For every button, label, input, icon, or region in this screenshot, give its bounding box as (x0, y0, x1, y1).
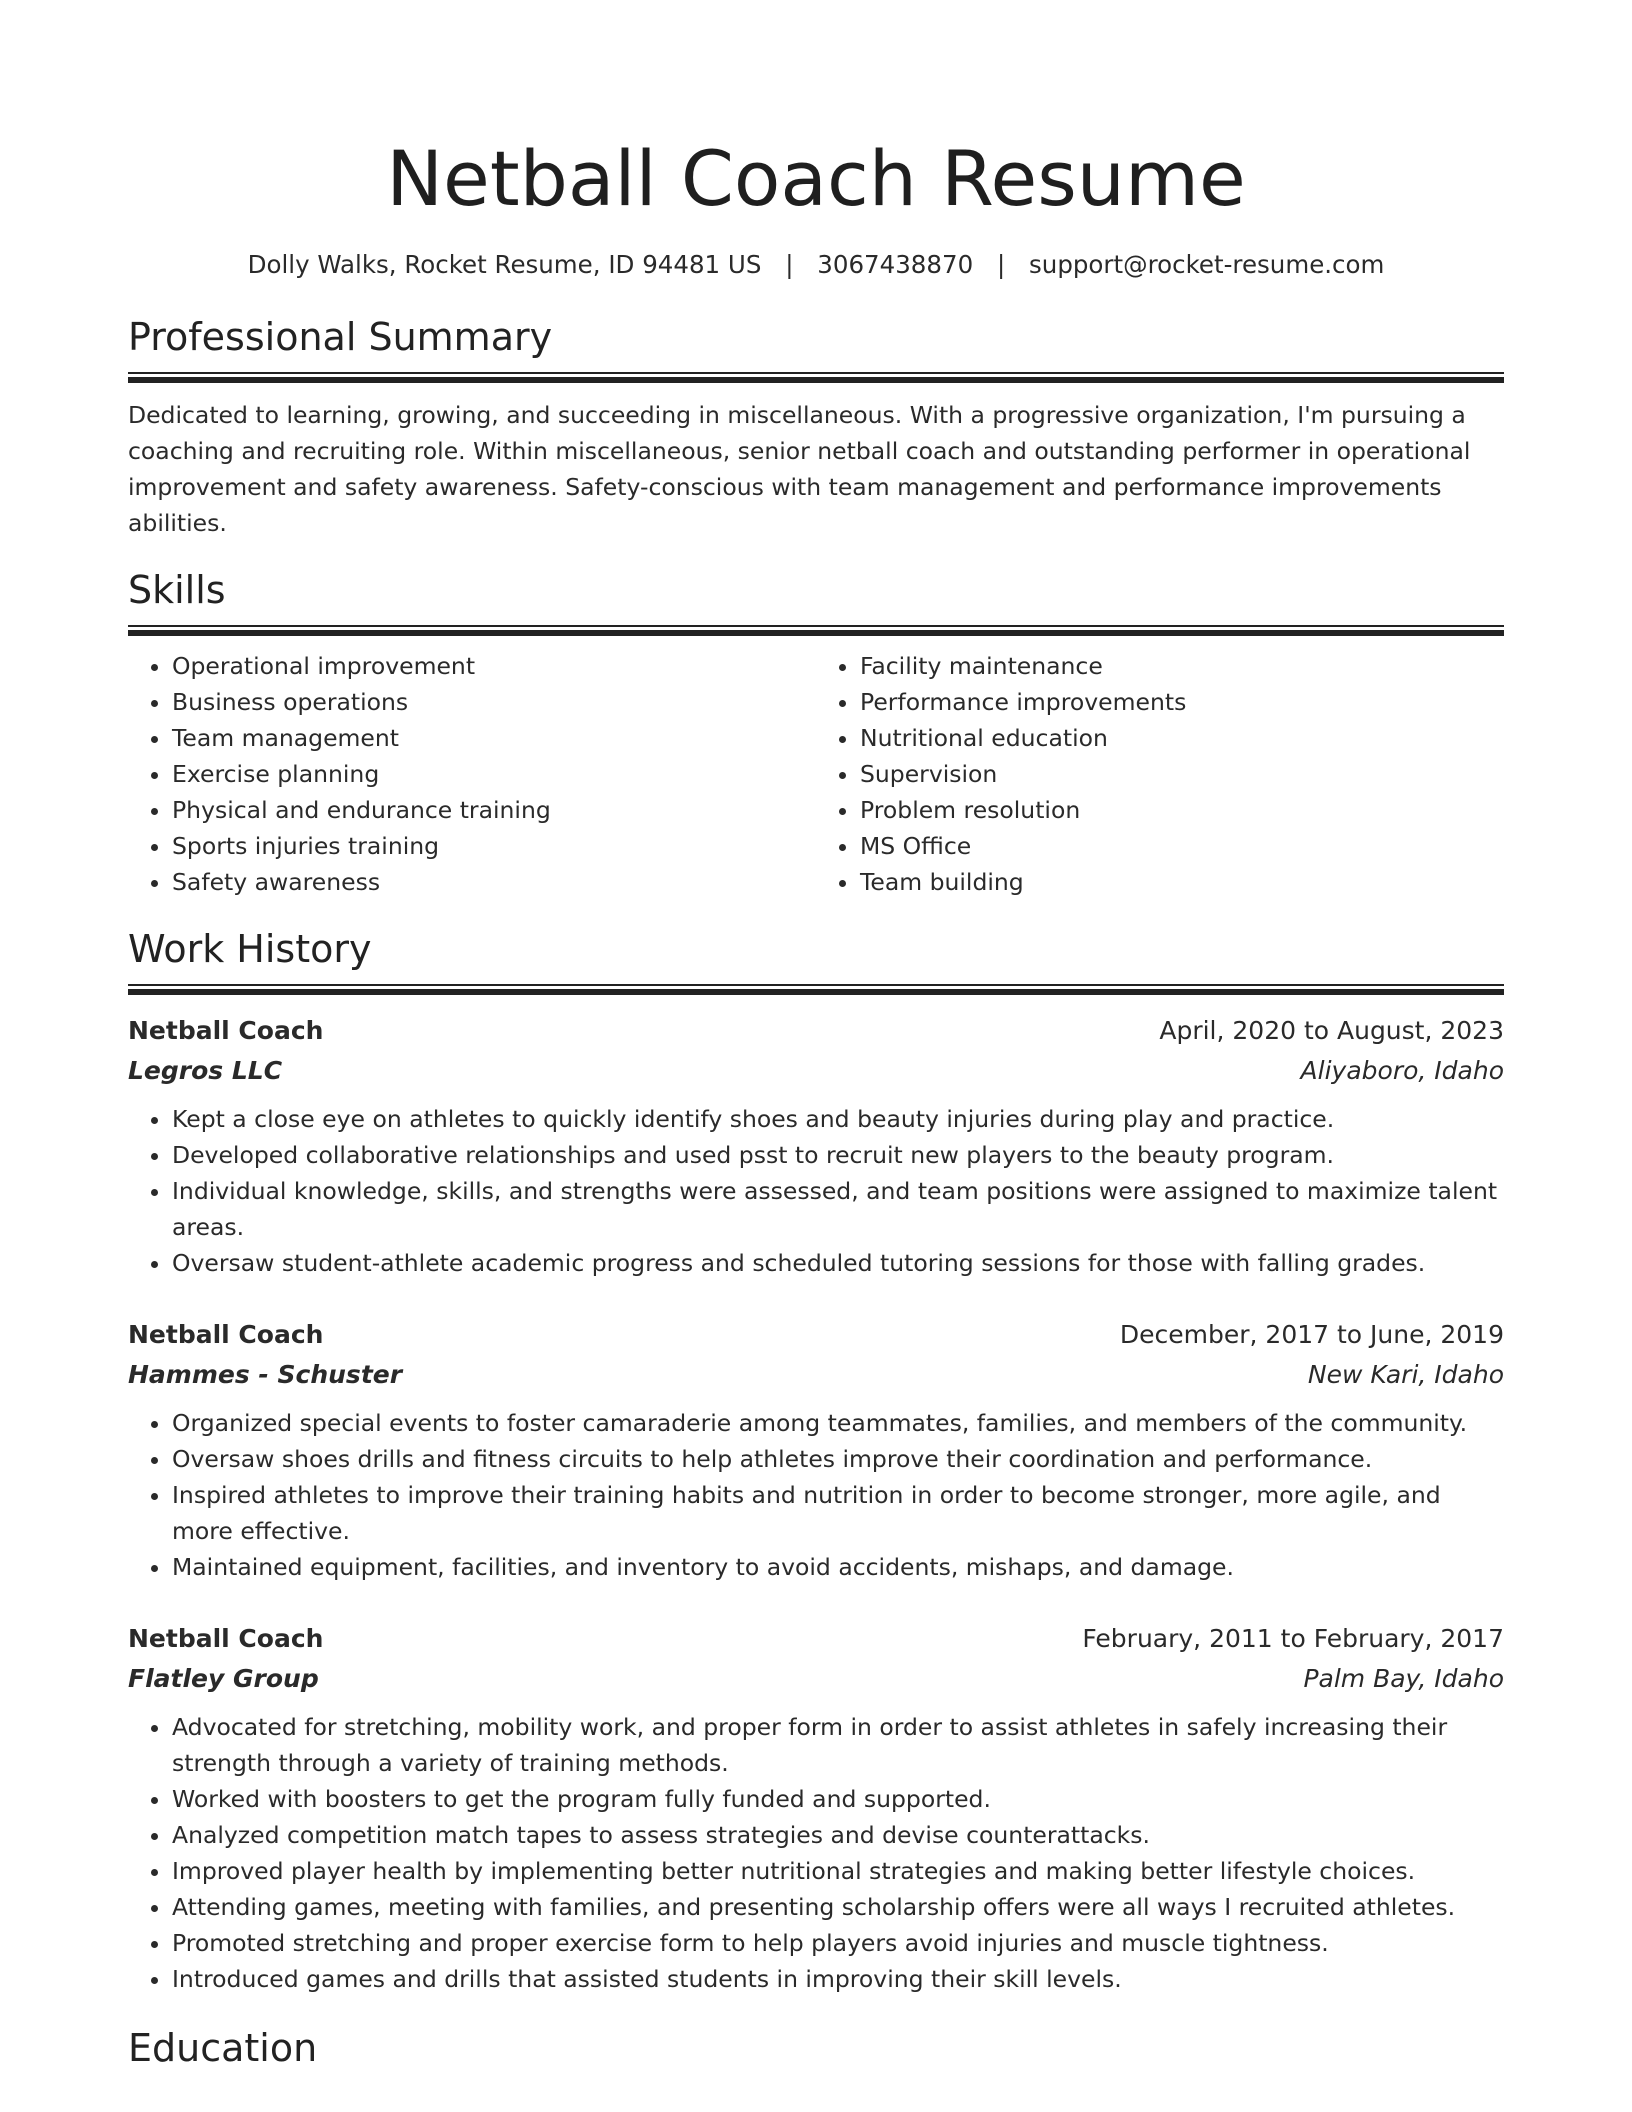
job-title: Netball Coach (128, 1320, 324, 1349)
section-divider (128, 372, 1504, 383)
job-bullet: • Inspired athletes to improve their training habits and nutrition in order to become stronger, more agile, and more effective. (172, 1477, 1504, 1549)
skill-item: • Operational improvement (172, 648, 816, 684)
job-bullet: • Advocated for stretching, mobility work, and proper form in order to assist athletes in safely increasing their strength through a variety of training methods. (172, 1709, 1504, 1781)
section-divider (128, 625, 1504, 636)
contact-email: support@rocket-resume.com (1029, 250, 1385, 279)
job-bullet: • Kept a close eye on athletes to quickly identify shoes and beauty injuries during play and practice. (172, 1101, 1504, 1137)
skill-item: • MS Office (860, 828, 1504, 864)
skills-list (128, 648, 1504, 900)
job-bullet: • Worked with boosters to get the program fully funded and supported. (172, 1781, 1504, 1817)
skills-column-left (128, 648, 816, 900)
job-location: Aliyaboro, Idaho (1300, 1056, 1504, 1085)
job-subheader (128, 1051, 1504, 1091)
job-bullet: • Oversaw shoes drills and fitness circuits to help athletes improve their coordination and performance. (172, 1441, 1504, 1477)
job-bullets (128, 1101, 1504, 1281)
job-header (128, 1619, 1504, 1659)
skill-item: • Exercise planning (172, 756, 816, 792)
skill-item: • Facility maintenance (860, 648, 1504, 684)
job-bullets (128, 1709, 1504, 1997)
job-bullet: • Promoted stretching and proper exercise form to help players avoid injuries and muscle tightness. (172, 1925, 1504, 1961)
job-bullet: • Maintained equipment, facilities, and inventory to avoid accidents, mishaps, and damage. (172, 1549, 1504, 1585)
job-location: Palm Bay, Idaho (1303, 1664, 1504, 1693)
work-history-heading: Work History (128, 927, 372, 971)
skill-item: • Sports injuries training (172, 828, 816, 864)
skill-item: • Performance improvements (860, 684, 1504, 720)
job-bullet: • Developed collaborative relationships and used psst to recruit new players to the beauty program. (172, 1137, 1504, 1173)
job-subheader (128, 1659, 1504, 1699)
skill-item: • Safety awareness (172, 864, 816, 900)
contact-address: Dolly Walks, Rocket Resume, ID 94481 US (247, 250, 762, 279)
job-header (128, 1315, 1504, 1355)
contact-line (128, 248, 1504, 282)
resume-title: Netball Coach Resume (386, 134, 1246, 223)
skill-item: • Team management (172, 720, 816, 756)
education-heading: Education (128, 2026, 318, 2070)
job-location: New Kari, Idaho (1307, 1360, 1504, 1389)
job-dates: December, 2017 to June, 2019 (1119, 1320, 1504, 1349)
skill-item: • Problem resolution (860, 792, 1504, 828)
job-bullet: • Organized special events to foster camaraderie among teammates, families, and members of the community. (172, 1405, 1504, 1441)
job-bullets (128, 1405, 1504, 1585)
skill-item: • Business operations (172, 684, 816, 720)
job-company: Hammes - Schuster (128, 1360, 403, 1389)
job-title: Netball Coach (128, 1624, 324, 1653)
job-dates: February, 2011 to February, 2017 (1082, 1624, 1504, 1653)
skill-item: • Nutritional education (860, 720, 1504, 756)
job-entry (128, 1315, 1504, 1585)
summary-heading: Professional Summary (128, 315, 553, 359)
contact-phone: 3067438870 (817, 250, 974, 279)
skills-heading: Skills (128, 568, 226, 612)
skill-item: • Supervision (860, 756, 1504, 792)
contact-separator: | (785, 250, 794, 279)
skill-item: • Team building (860, 864, 1504, 900)
job-dates: April, 2020 to August, 2023 (1159, 1016, 1504, 1045)
job-company: Legros LLC (128, 1056, 283, 1085)
contact-separator: | (996, 250, 1006, 279)
job-bullet: • Introduced games and drills that assisted students in improving their skill levels. (172, 1961, 1504, 1997)
job-header (128, 1011, 1504, 1051)
summary-text: Dedicated to learning, growing, and succeeding in miscellaneous. With a progressive organization, I'm pursuing a coaching and recruiting role. Within miscellaneous, senior netball coach and outstanding performer in operational improvement and safety awareness. Safety-conscious with team management and performance improvements abilities. (128, 401, 1471, 537)
job-entry (128, 1011, 1504, 1281)
job-bullet: • Oversaw student-athlete academic progress and scheduled tutoring sessions for those with falling grades. (172, 1245, 1504, 1281)
section-divider (128, 984, 1504, 995)
job-entry (128, 1619, 1504, 1997)
job-bullet: • Attending games, meeting with families, and presenting scholarship offers were all ways I recruited athletes. (172, 1889, 1504, 1925)
skills-column-right (816, 648, 1504, 900)
job-title: Netball Coach (128, 1016, 324, 1045)
job-company: Flatley Group (128, 1664, 319, 1693)
skill-item: • Physical and endurance training (172, 792, 816, 828)
job-subheader (128, 1355, 1504, 1395)
job-bullet: • Analyzed competition match tapes to assess strategies and devise counterattacks. (172, 1817, 1504, 1853)
job-bullet: • Improved player health by implementing better nutritional strategies and making better lifestyle choices. (172, 1853, 1504, 1889)
job-bullet: • Individual knowledge, skills, and strengths were assessed, and team positions were assigned to maximize talent areas. (172, 1173, 1504, 1245)
